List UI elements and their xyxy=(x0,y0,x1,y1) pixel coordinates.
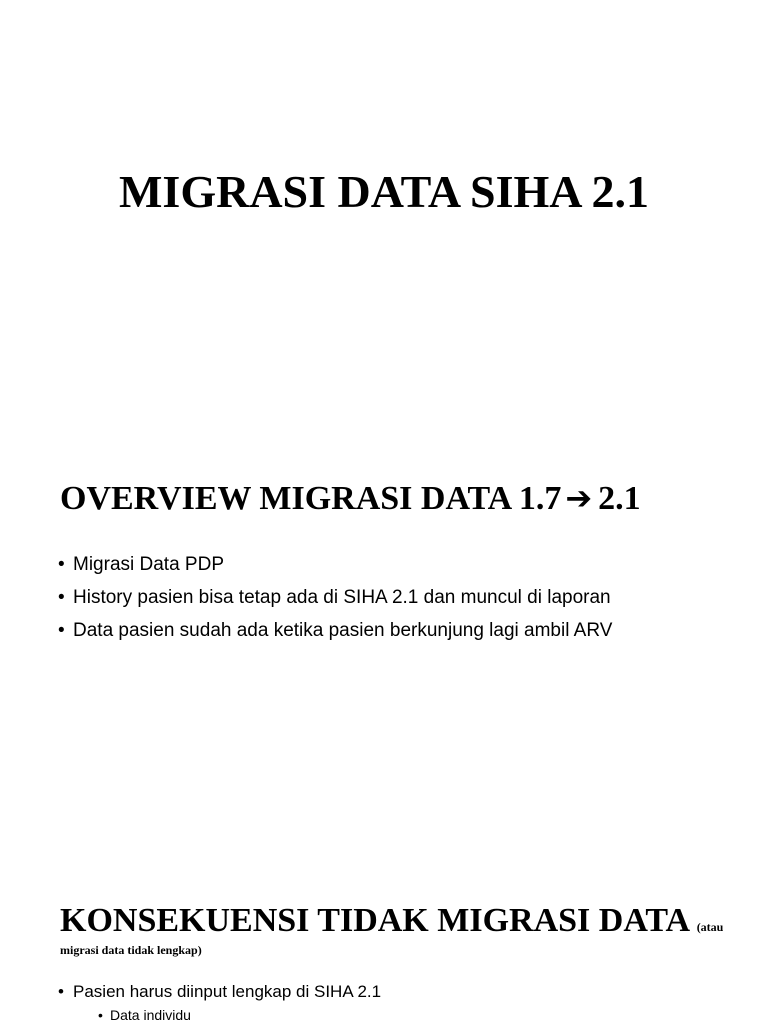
slide-title xyxy=(0,0,768,410)
arrow-right-icon: ➔ xyxy=(565,479,593,517)
slide-overview xyxy=(0,470,768,850)
sub-list-item: • Data individu xyxy=(98,1005,748,1025)
slide-konsekuensi xyxy=(0,895,768,1024)
overview-heading-left: OVERVIEW MIGRASI DATA 1.7 xyxy=(60,480,562,517)
overview-heading xyxy=(60,476,641,521)
konsekuensi-heading-note-continued: migrasi data tidak lengkap) xyxy=(60,943,202,957)
overview-bullet-list xyxy=(58,548,748,647)
konsekuensi-bullet-list xyxy=(58,979,748,1025)
list-item: • History pasien bisa tetap ada di SIHA 2.1 dan muncul di laporan xyxy=(58,581,748,614)
list-item xyxy=(58,979,748,1025)
sub-bullet-list xyxy=(73,1005,748,1025)
list-item: • Migrasi Data PDP xyxy=(58,548,748,581)
list-item: • Data pasien sudah ada ketika pasien berkunjung lagi ambil ARV xyxy=(58,614,748,647)
konsekuensi-heading-note: (atau xyxy=(696,920,724,934)
list-item-text: Pasien harus diinput lengkap di SIHA 2.1 xyxy=(73,982,382,1001)
page-title: MIGRASI DATA SIHA 2.1 xyxy=(119,166,649,217)
overview-heading-right: 2.1 xyxy=(598,480,641,517)
konsekuensi-heading-text: KONSEKUENSI TIDAK MIGRASI DATA xyxy=(60,902,689,939)
konsekuensi-heading xyxy=(60,899,760,943)
